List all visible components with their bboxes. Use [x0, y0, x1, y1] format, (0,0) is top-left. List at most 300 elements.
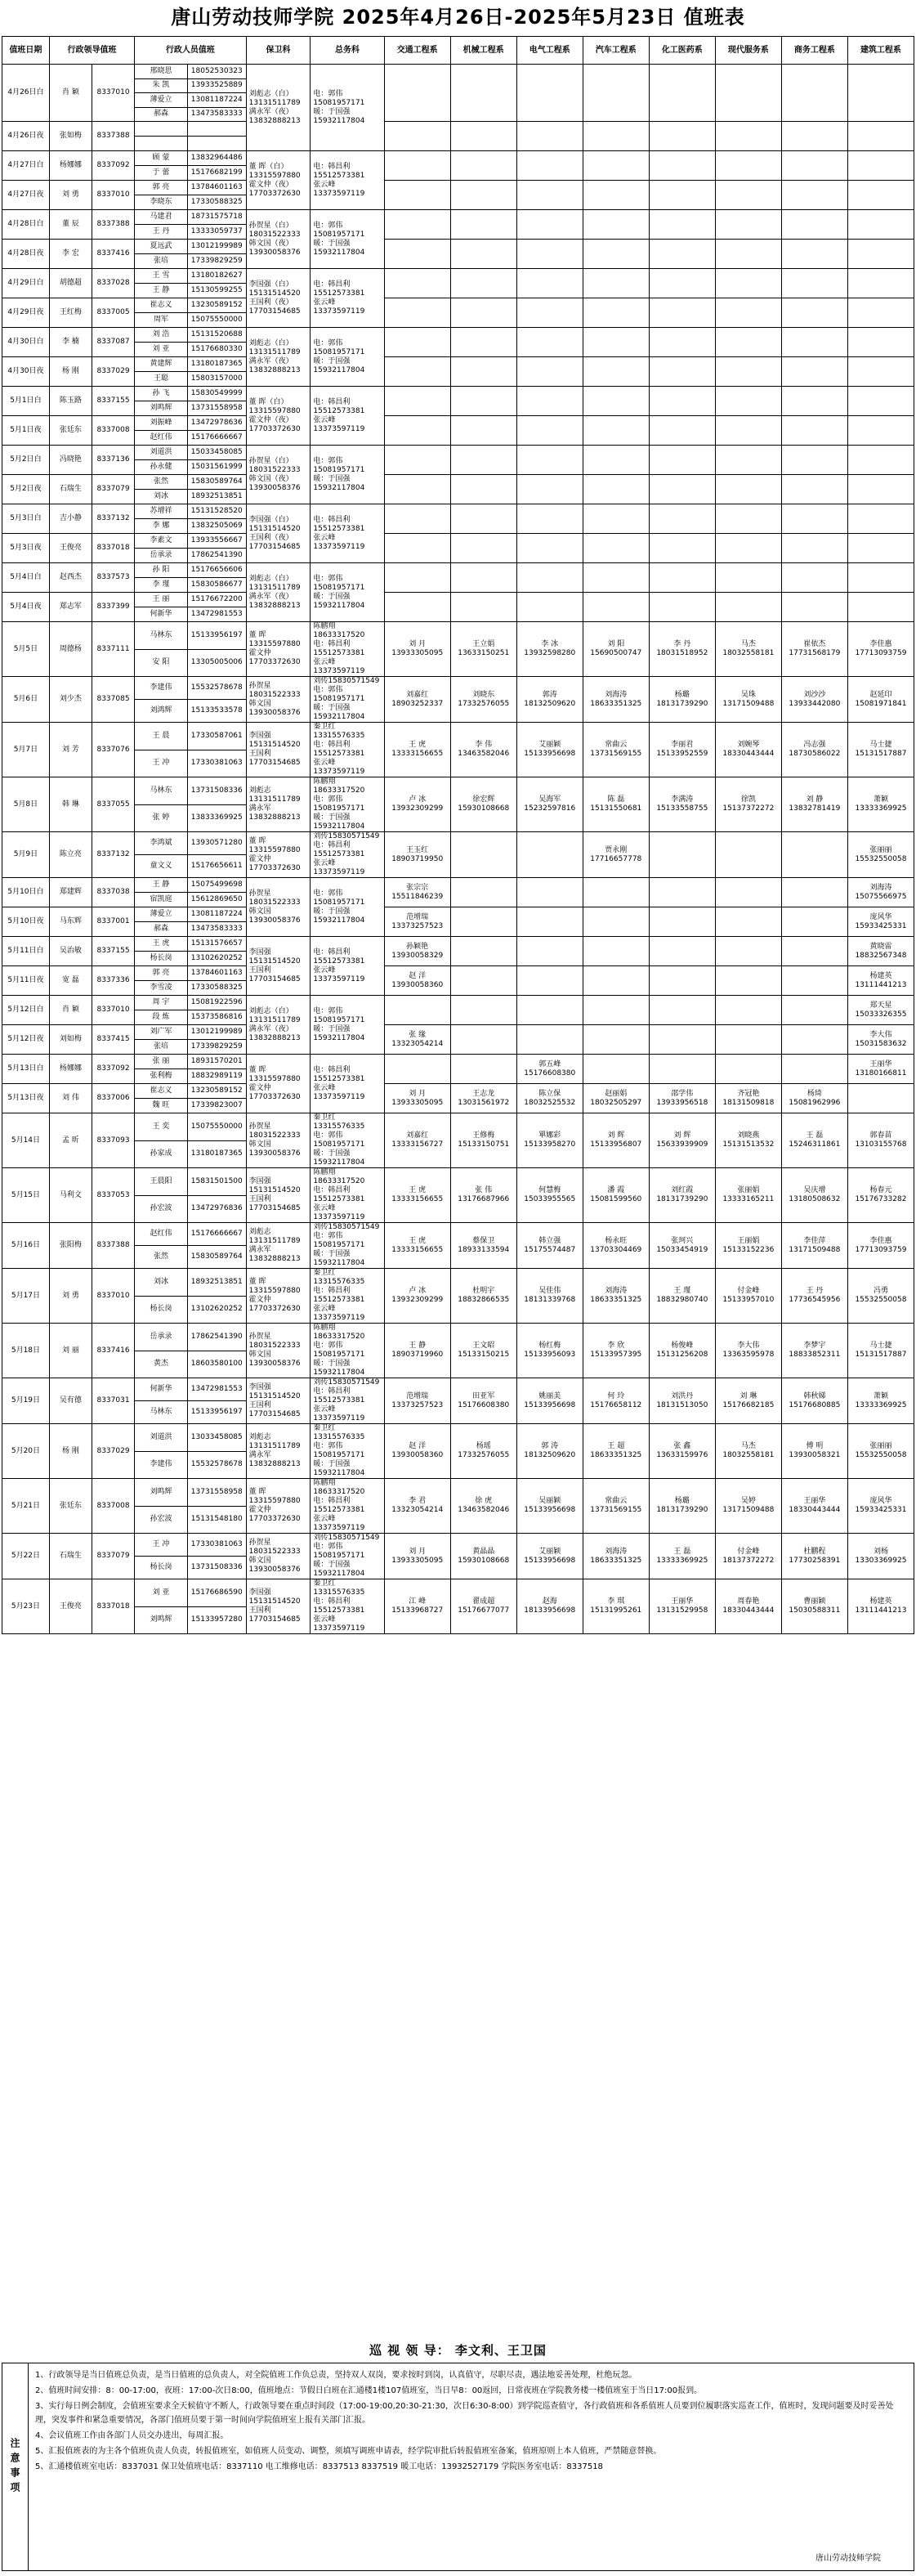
automotive-dept: 何 玲 15176658112 [583, 1378, 649, 1424]
security-dept: 孙贺星 18031522333 韩文国 13930058376 [246, 1324, 311, 1378]
staff-name: 薄爱立 [135, 907, 188, 922]
leader-name: 胡德超 [49, 269, 92, 298]
table-row [2, 907, 914, 922]
electrical-dept [516, 416, 583, 446]
automotive-dept [583, 210, 649, 240]
modern-service-dept: 刘婉琴 18330443444 [715, 723, 781, 777]
duty-date: 5月10日夜 [2, 907, 50, 937]
leader-name: 刘 勇 [49, 1269, 92, 1324]
leader-name: 王红梅 [49, 298, 92, 328]
staff-phone: 13784601163 [187, 966, 246, 981]
electrical-dept [516, 328, 583, 357]
duty-date: 5月21日 [2, 1479, 50, 1534]
staff-name: 宿凯庭 [135, 893, 188, 907]
mechanical-dept: 蔡保卫 18933133594 [450, 1223, 516, 1269]
duty-date: 4月26日白 [2, 65, 50, 122]
mechanical-dept: 黄晶晶 15930108668 [450, 1534, 516, 1579]
staff-phone: 17330381063 [187, 1534, 246, 1557]
traffic-dept: 王 虎 13333156655 [384, 1223, 450, 1269]
table-row [2, 534, 914, 549]
staff-phone: 15081922596 [187, 996, 246, 1010]
modern-service-dept [715, 357, 781, 387]
construction-dept: 李大伟 15031583632 [847, 1025, 914, 1055]
duty-date: 4月30日白 [2, 328, 50, 357]
staff-phone: 13012199989 [187, 1025, 246, 1040]
general-affairs: 电：韩昌利 15512573381 张云峰13373597119 [311, 504, 384, 563]
staff-name: 安 阳 [135, 649, 188, 677]
inspection-leaders: 巡 视 领 导： 李文利、王卫国 [369, 2343, 547, 2358]
chemical-dept [649, 832, 715, 878]
staff-name: 李 娜 [135, 519, 188, 534]
leader-phone: 8337079 [92, 1534, 134, 1579]
chemical-dept [649, 563, 715, 593]
chemical-dept: 王 磊 13333369925 [649, 1534, 715, 1579]
staff-name: 李 瑾 [135, 578, 188, 593]
automotive-dept [583, 534, 649, 563]
duty-date: 4月30日夜 [2, 357, 50, 387]
staff-phone: 17862541390 [187, 549, 246, 563]
staff-name: 马林东 [135, 1401, 188, 1424]
staff-name: 张利梅 [135, 1069, 188, 1084]
security-dept: 董 晖 13315597880 霍文仲 17703372630 [246, 1055, 311, 1113]
modern-service-dept: 付金峰 15133957010 [715, 1269, 781, 1324]
chemical-dept: 刘 辉 15633939909 [649, 1113, 715, 1168]
electrical-dept [516, 475, 583, 504]
table-row [2, 298, 914, 313]
table-row [2, 723, 914, 750]
traffic-dept [384, 446, 450, 475]
table-row [2, 593, 914, 607]
automotive-dept [583, 416, 649, 446]
staff-phone: 17330381063 [187, 750, 246, 777]
note-item: 4、会议值班工作由各部门人员交办进出，每周汇报。 [35, 2431, 229, 2440]
electrical-dept [516, 387, 583, 416]
traffic-dept: 王玉红 18903719950 [384, 832, 450, 878]
duty-date: 5月14日 [2, 1113, 50, 1168]
staff-phone: 13102620252 [187, 952, 246, 966]
leader-phone: 8337155 [92, 937, 134, 966]
electrical-dept: 艾丽颖 15133956698 [516, 723, 583, 777]
business-dept [781, 1025, 847, 1055]
traffic-dept [384, 65, 450, 122]
chemical-dept [649, 996, 715, 1025]
construction-dept [847, 151, 914, 181]
construction-dept: 张丽丽 15532550058 [847, 832, 914, 878]
table-row [2, 996, 914, 1010]
staff-phone: 17339829259 [187, 1040, 246, 1055]
duty-date: 5月11日夜 [2, 966, 50, 996]
leader-name: 陈立亮 [49, 832, 92, 878]
electrical-dept [516, 210, 583, 240]
electrical-dept: 吴丽颖 15133956698 [516, 1479, 583, 1534]
leader-name: 石瑞生 [49, 1534, 92, 1579]
electrical-dept [516, 1025, 583, 1055]
chemical-dept [649, 1055, 715, 1084]
mechanical-dept: 张 伟 13176687966 [450, 1168, 516, 1223]
traffic-dept: 李 君 13323054214 [384, 1479, 450, 1534]
modern-service-dept [715, 65, 781, 122]
staff-name: 岳承录 [135, 549, 188, 563]
chemical-dept [649, 416, 715, 446]
staff-phone: 13832505069 [187, 519, 246, 534]
leader-phone: 8337018 [92, 1579, 134, 1634]
automotive-dept [583, 593, 649, 622]
construction-dept [847, 269, 914, 298]
leader-name: 李 楠 [49, 328, 92, 357]
business-dept: 刘沙沙 13933442080 [781, 677, 847, 723]
business-dept [781, 298, 847, 328]
staff-name: 王 丹 [135, 225, 188, 240]
header-3: 行政人员值班 [135, 37, 247, 65]
staff-name: 刘冰 [135, 1269, 188, 1297]
table-row [2, 677, 914, 700]
leader-name: 马利文 [49, 1168, 92, 1223]
header-13: 商务工程系 [781, 37, 847, 65]
business-dept: 王 磊 15246311861 [781, 1113, 847, 1168]
chemical-dept [649, 504, 715, 534]
header-0: 值班日期 [2, 37, 50, 65]
duty-date: 5月5日 [2, 622, 50, 677]
modern-service-dept: 周春艳 18330443444 [715, 1579, 781, 1634]
mechanical-dept: 王文昭 15133150215 [450, 1324, 516, 1378]
staff-name: 张培 [135, 1040, 188, 1055]
staff-name: 郭 亮 [135, 966, 188, 981]
notes-body [29, 2363, 914, 2570]
table-row [2, 1424, 914, 1452]
construction-dept [847, 210, 914, 240]
traffic-dept [384, 122, 450, 151]
table-row [2, 832, 914, 855]
staff-name: 王 冲 [135, 1534, 188, 1557]
staff-phone: 13333059737 [187, 225, 246, 240]
automotive-dept: 常曲云 13731569155 [583, 1479, 649, 1534]
mechanical-dept [450, 181, 516, 210]
staff-phone: 15176666667 [187, 431, 246, 446]
traffic-dept: 张宗宗 15511846239 [384, 878, 450, 907]
business-dept [781, 504, 847, 534]
chemical-dept [649, 446, 715, 475]
business-dept [781, 1055, 847, 1084]
leader-phone: 8337136 [92, 446, 134, 475]
modern-service-dept: 李大伟 13363595978 [715, 1324, 781, 1378]
duty-date: 5月20日 [2, 1424, 50, 1479]
table-row [2, 1223, 914, 1246]
modern-service-dept [715, 937, 781, 966]
business-dept: 王丽华 18330443444 [781, 1479, 847, 1534]
table-row [2, 122, 914, 137]
note-item: 5、汇通楼值班室电话：8337031 保卫处值班电话：8337110 电工维修电话：8337513 8337519 暖工电话：13932527179 学院医务室电话：8337518 [35, 2462, 603, 2471]
staff-name: 顾 蒙 [135, 151, 188, 166]
chemical-dept: 杨俊峰 15131256208 [649, 1324, 715, 1378]
chemical-dept: 邵学伟 13933956518 [649, 1084, 715, 1113]
staff-name: 杨长岗 [135, 1296, 188, 1324]
security-dept: 李国强 15131514520 王国利 17703154685 [246, 1378, 311, 1424]
chemical-dept [649, 937, 715, 966]
automotive-dept: 贾永刚 17716657778 [583, 832, 649, 878]
electrical-dept: 郭 涛 18132509620 [516, 1424, 583, 1479]
modern-service-dept [715, 1055, 781, 1084]
duty-date: 4月28日夜 [2, 240, 50, 269]
construction-dept: 刘海涛 15075566975 [847, 878, 914, 907]
construction-dept [847, 240, 914, 269]
business-dept [781, 416, 847, 446]
modern-service-dept: 张丽娟 13333165211 [715, 1168, 781, 1223]
modern-service-dept [715, 832, 781, 878]
duty-date: 5月17日 [2, 1269, 50, 1324]
staff-name: 王 静 [135, 878, 188, 893]
leader-phone: 8337010 [92, 181, 134, 210]
staff-phone: 18931570201 [187, 1055, 246, 1069]
security-dept: 李国强 15131514520 王国利 17703154685 [246, 1168, 311, 1223]
staff-phone: 13731508336 [187, 777, 246, 805]
mechanical-dept [450, 416, 516, 446]
electrical-dept [516, 504, 583, 534]
leader-name: 王俊亮 [49, 534, 92, 563]
table-row [2, 1324, 914, 1351]
staff-phone: 13473583333 [187, 107, 246, 122]
mechanical-dept: 徐宏辉 15930108668 [450, 777, 516, 832]
business-dept [781, 966, 847, 996]
table-row [2, 475, 914, 490]
leader-name: 孟 昕 [49, 1113, 92, 1168]
construction-dept: 庞风华 15933425331 [847, 1479, 914, 1534]
electrical-dept [516, 832, 583, 878]
table-row [2, 210, 914, 225]
electrical-dept: 陈立保 18032525532 [516, 1084, 583, 1113]
construction-dept: 赵延印 15081971841 [847, 677, 914, 723]
traffic-dept: 江 峰 15133968727 [384, 1579, 450, 1634]
construction-dept: 黄晓雷 18832567348 [847, 937, 914, 966]
traffic-dept: 刘嘉红 18903252337 [384, 677, 450, 723]
staff-phone: 13731508336 [187, 1557, 246, 1579]
staff-name: 刘道洪 [135, 446, 188, 460]
staff-name: 刘道洪 [135, 1424, 188, 1452]
construction-dept: 马士捷 15131517887 [847, 1324, 914, 1378]
mechanical-dept: 杜明宇 18832866535 [450, 1269, 516, 1324]
business-dept [781, 328, 847, 357]
table-row [2, 65, 914, 79]
staff-name: 李雪凌 [135, 981, 188, 996]
modern-service-dept [715, 151, 781, 181]
table-row [2, 1113, 914, 1141]
automotive-dept [583, 966, 649, 996]
automotive-dept [583, 907, 649, 937]
staff-phone: 13230589152 [187, 1084, 246, 1099]
leader-phone: 8337155 [92, 387, 134, 416]
electrical-dept: 單娜彩 15133958270 [516, 1113, 583, 1168]
duty-date: 5月9日 [2, 832, 50, 878]
automotive-dept: 陈 磊 15131550681 [583, 777, 649, 832]
staff-phone: 13102620252 [187, 1296, 246, 1324]
business-dept: 傅 明 13930058321 [781, 1424, 847, 1479]
automotive-dept [583, 122, 649, 151]
construction-dept: 杨建英 13111441213 [847, 1579, 914, 1634]
staff-phone: 13180187365 [187, 357, 246, 372]
traffic-dept: 范增瑞 13373257523 [384, 1378, 450, 1424]
construction-dept: 李佳惠 17713093759 [847, 1223, 914, 1269]
general-affairs: 秦卫红13315576335 电：郭伟 15081957171 暖：于国强 15932117804 [311, 1113, 384, 1168]
business-dept [781, 832, 847, 878]
chemical-dept [649, 475, 715, 504]
business-dept: 杨琦 15081962996 [781, 1084, 847, 1113]
leader-phone: 8337055 [92, 777, 134, 832]
staff-name: 崔志义 [135, 1084, 188, 1099]
staff-phone: 15133957280 [187, 1606, 246, 1634]
staff-name: 张培 [135, 254, 188, 269]
duty-date: 5月11日白 [2, 937, 50, 966]
leader-phone: 8337132 [92, 832, 134, 878]
construction-dept [847, 181, 914, 210]
staff-name: 杨长岗 [135, 952, 188, 966]
notes-box [2, 2363, 914, 2571]
staff-phone: 15131576657 [187, 937, 246, 952]
automotive-dept [583, 269, 649, 298]
construction-dept: 王丽华 13180166811 [847, 1055, 914, 1084]
header-12: 现代服务系 [715, 37, 781, 65]
staff-name: 何新华 [135, 1378, 188, 1401]
chemical-dept: 刘洪丹 18131513050 [649, 1378, 715, 1424]
staff-name: 王 丽 [135, 593, 188, 607]
duty-date: 5月4日夜 [2, 593, 50, 622]
general-affairs: 电：韩昌利 15512573381 张云峰13373597119 [311, 937, 384, 996]
chemical-dept [649, 151, 715, 181]
staff-name: 黄杰 [135, 1351, 188, 1378]
leader-phone: 8337111 [92, 622, 134, 677]
mechanical-dept: 翟成超 15176677077 [450, 1579, 516, 1634]
mechanical-dept [450, 65, 516, 122]
automotive-dept [583, 504, 649, 534]
traffic-dept: 刘嘉红 13333156727 [384, 1113, 450, 1168]
modern-service-dept: 付金峰 18137372272 [715, 1534, 781, 1579]
traffic-dept [384, 504, 450, 534]
security-dept: 李国强 15131514520 王国利 17703154685 [246, 723, 311, 777]
mechanical-dept: 王立娟 13633150251 [450, 622, 516, 677]
automotive-dept [583, 65, 649, 122]
table-row [2, 1479, 914, 1507]
general-affairs: 陈鹏翔18633317520 电：韩昌利 15512573381 张云峰13373597119 [311, 1168, 384, 1223]
security-dept: 李国强（白） 15131514520 王国利（夜） 17703154685 [246, 269, 311, 328]
staff-name: 郭 亮 [135, 181, 188, 195]
leader-name: 韩 琳 [49, 777, 92, 832]
modern-service-dept: 吴婷 13171509488 [715, 1479, 781, 1534]
business-dept [781, 475, 847, 504]
duty-date: 4月27日白 [2, 151, 50, 181]
general-affairs: 电：郭伟 15081957171 暖：于国强 15932117804 [311, 878, 384, 937]
traffic-dept [384, 181, 450, 210]
mechanical-dept [450, 298, 516, 328]
leader-phone: 8337079 [92, 475, 134, 504]
chemical-dept [649, 387, 715, 416]
table-row [2, 240, 914, 254]
mechanical-dept: 徐 虎 13463582046 [450, 1479, 516, 1534]
electrical-dept [516, 996, 583, 1025]
electrical-dept [516, 65, 583, 122]
staff-name: 王 奕 [135, 1113, 188, 1141]
electrical-dept: 郭涛 18132509620 [516, 677, 583, 723]
leader-phone: 8337001 [92, 907, 134, 937]
mechanical-dept [450, 1055, 516, 1084]
leader-phone: 8337336 [92, 966, 134, 996]
staff-name: 马林东 [135, 622, 188, 650]
electrical-dept [516, 446, 583, 475]
automotive-dept [583, 240, 649, 269]
staff-phone: 17330588325 [187, 981, 246, 996]
mechanical-dept: 王修梅 15133150751 [450, 1113, 516, 1168]
duty-table [2, 36, 914, 1634]
automotive-dept [583, 563, 649, 593]
staff-name: 李建伟 [135, 677, 188, 700]
leader-name: 赵西杰 [49, 563, 92, 593]
staff-name: 刘鸣辉 [135, 401, 188, 416]
duty-date: 5月13日夜 [2, 1084, 50, 1113]
automotive-dept [583, 1055, 649, 1084]
automotive-dept [583, 475, 649, 504]
business-dept: 李梦宇 18833852311 [781, 1324, 847, 1378]
leader-phone: 8337093 [92, 1113, 134, 1168]
leader-phone: 8337029 [92, 357, 134, 387]
header-11: 化工医药系 [649, 37, 715, 65]
staff-phone: 15373586816 [187, 1010, 246, 1025]
header-10: 汽车工程系 [583, 37, 649, 65]
traffic-dept: 卢 冰 13932309299 [384, 1269, 450, 1324]
leader-phone: 8337038 [92, 878, 134, 907]
staff-name: 杨长岗 [135, 1557, 188, 1579]
modern-service-dept: 王丽娟 15133152236 [715, 1223, 781, 1269]
staff-name: 魏 旺 [135, 1099, 188, 1113]
security-dept: 李国强 15131514520 王国利 17703154685 [246, 1579, 311, 1634]
general-affairs: 陈鹏翔18633317520 电：郭伟 15081957171 暖：于国强 15932117804 [311, 1324, 384, 1378]
electrical-dept [516, 240, 583, 269]
mechanical-dept [450, 240, 516, 269]
electrical-dept [516, 151, 583, 181]
leader-name: 马东辉 [49, 907, 92, 937]
staff-name: 童文义 [135, 855, 188, 878]
staff-phone: 13180182627 [187, 269, 246, 284]
mechanical-dept: 李 伟 13463582046 [450, 723, 516, 777]
general-affairs: 电：韩昌利 15512573381 张云峰13373597119 [311, 387, 384, 446]
leader-name: 刘 伟 [49, 1084, 92, 1113]
traffic-dept [384, 357, 450, 387]
leader-name: 杨 刚 [49, 357, 92, 387]
duty-date: 5月7日 [2, 723, 50, 777]
security-dept: 孙贺星（白） 18031522333 韩文国（夜） 13930058376 [246, 446, 311, 504]
construction-dept [847, 328, 914, 357]
leader-name: 肖 颖 [49, 996, 92, 1025]
staff-name: 马林东 [135, 777, 188, 805]
staff-name: 何新华 [135, 607, 188, 622]
duty-date: 4月29日夜 [2, 298, 50, 328]
table-row [2, 1168, 914, 1196]
traffic-dept: 孙颖艳 13930058329 [384, 937, 450, 966]
chemical-dept [649, 269, 715, 298]
leader-name: 刘如梅 [49, 1025, 92, 1055]
staff-name: 周 宇 [135, 996, 188, 1010]
mechanical-dept [450, 1025, 516, 1055]
staff-name: 李建伟 [135, 1451, 188, 1479]
staff-phone: 13012199989 [187, 240, 246, 254]
table-row [2, 446, 914, 460]
staff-phone: 13731558958 [187, 1479, 246, 1507]
leader-name: 张阳梅 [49, 1223, 92, 1269]
leader-name: 郑志军 [49, 593, 92, 622]
staff-name: 夏远武 [135, 240, 188, 254]
table-row [2, 1084, 914, 1099]
staff-phone: 15133956197 [187, 622, 246, 650]
staff-phone: 15176686590 [187, 1579, 246, 1607]
table-row [2, 1269, 914, 1297]
modern-service-dept [715, 475, 781, 504]
automotive-dept: 王 超 18633351325 [583, 1424, 649, 1479]
